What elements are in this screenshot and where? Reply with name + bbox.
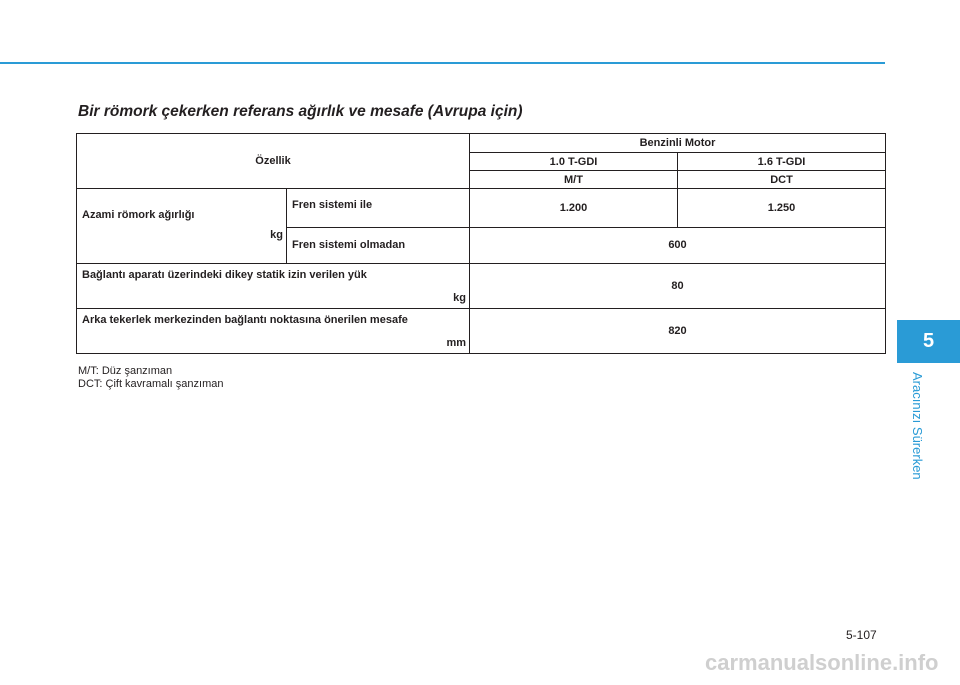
distance-value: 820 — [668, 325, 687, 337]
note-dct: DCT: Çift kavramalı şanzıman — [78, 378, 224, 390]
transmission-1-cell — [470, 171, 678, 189]
watermark: carmanualsonline.info — [705, 650, 939, 675]
with-brake-label-cell — [287, 189, 470, 228]
feature-header: Özellik — [255, 155, 291, 167]
vertical-load-value: 80 — [671, 280, 684, 292]
transmission-1: M/T — [564, 173, 583, 186]
vertical-load-label: Bağlantı aparatı üzerindeki dikey statik izin verilen yük — [82, 269, 367, 281]
chapter-tab — [897, 320, 960, 363]
engine-1-cell — [470, 153, 678, 171]
chapter-label: Aracınızı Sürerken — [910, 372, 925, 480]
max-trailer-unit: kg — [270, 229, 283, 241]
vertical-load-value-cell — [470, 264, 886, 309]
distance-label: Arka tekerlek merkezinden bağlantı noktasına önerilen mesafe — [82, 314, 408, 326]
distance-cell — [77, 309, 470, 354]
max-trailer-cell — [77, 189, 287, 264]
transmission-2-cell — [678, 171, 886, 189]
section-title: Bir römork çekerken referans ağırlık ve mesafe (Avrupa için) — [78, 103, 523, 120]
with-brake-label: Fren sistemi ile — [292, 199, 373, 211]
without-brake-value: 600 — [668, 239, 687, 252]
header-rule — [0, 62, 885, 64]
chapter-number: 5 — [922, 330, 935, 352]
without-brake-label: Fren sistemi olmadan — [292, 239, 406, 252]
vertical-load-cell — [77, 264, 470, 309]
with-brake-value-1-cell — [470, 189, 678, 228]
engine-1: 1.0 T-GDI — [549, 155, 598, 168]
without-brake-value-cell — [470, 227, 886, 264]
vertical-load-unit: kg — [453, 292, 466, 304]
table-notes — [78, 365, 223, 391]
transmission-2: DCT — [770, 173, 793, 186]
feature-header-cell — [77, 134, 470, 189]
max-trailer-label: Azami römork ağırlığı — [82, 209, 195, 221]
engine-2-cell — [678, 153, 886, 171]
distance-unit: mm — [446, 337, 466, 349]
with-brake-value-2: 1.250 — [767, 201, 796, 214]
towing-spec-table — [76, 133, 886, 354]
without-brake-label-cell — [287, 227, 470, 264]
note-mt: M/T: Düz şanzıman — [78, 365, 173, 377]
with-brake-value-1: 1.200 — [559, 201, 588, 214]
engine-header: Benzinli Motor — [639, 137, 716, 149]
distance-value-cell — [470, 309, 886, 354]
page-number: 5-107 — [846, 628, 877, 642]
with-brake-value-2-cell — [678, 189, 886, 228]
engine-2: 1.6 T-GDI — [757, 155, 806, 168]
engine-header-cell — [470, 134, 886, 153]
